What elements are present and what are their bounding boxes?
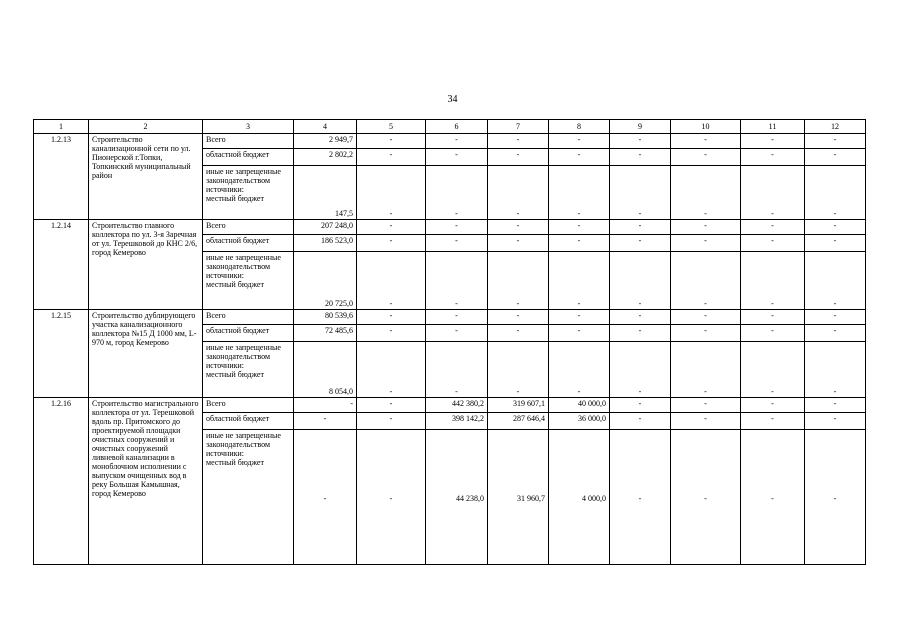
value-cell: -: [671, 325, 741, 342]
value-cell: 398 142,2: [426, 413, 488, 430]
header-cell: 10: [671, 120, 741, 134]
value-cell: -: [671, 310, 741, 325]
value-cell: -: [805, 430, 866, 565]
source-label: Всего: [203, 134, 294, 149]
value-cell: -: [805, 310, 866, 325]
value-cell: -: [549, 325, 610, 342]
value-cell: -: [671, 252, 741, 310]
value-cell: -: [671, 398, 741, 413]
value-cell: -: [610, 149, 671, 166]
value-cell: -: [741, 166, 805, 220]
value-cell: 186 523,0: [294, 235, 357, 252]
value-cell: -: [549, 166, 610, 220]
table-row: [34, 398, 866, 413]
header-cell: 9: [610, 120, 671, 134]
item-number: 1.2.14: [34, 220, 89, 310]
source-other-label: иные не запрещенные законодательством источники:: [206, 343, 281, 370]
value-cell: 319 607,1: [488, 398, 549, 413]
value-cell: -: [549, 220, 610, 235]
value-cell: -: [610, 325, 671, 342]
value-cell: -: [357, 235, 426, 252]
value-cell: 147,5: [294, 166, 357, 220]
value-cell: -: [610, 220, 671, 235]
table-row: [34, 310, 866, 325]
value-cell: -: [805, 342, 866, 398]
value-cell: -: [741, 310, 805, 325]
value-cell: 2 949,7: [294, 134, 357, 149]
value-cell: -: [805, 325, 866, 342]
header-cell: 2: [89, 120, 203, 134]
value-cell: -: [426, 342, 488, 398]
funding-table: [33, 119, 866, 565]
value-cell: 36 000,0: [549, 413, 610, 430]
value-cell: -: [741, 325, 805, 342]
value-cell: -: [741, 413, 805, 430]
value-cell: -: [357, 310, 426, 325]
item-number: 1.2.13: [34, 134, 89, 220]
value-cell: -: [357, 220, 426, 235]
header-cell: 5: [357, 120, 426, 134]
value-cell: -: [741, 220, 805, 235]
source-label: областной бюджет: [203, 325, 294, 342]
value-cell: -: [805, 220, 866, 235]
value-cell: -: [741, 398, 805, 413]
source-label: областной бюджет: [203, 149, 294, 166]
value-cell: -: [671, 166, 741, 220]
table-row: [34, 134, 866, 149]
value-cell: -: [610, 235, 671, 252]
value-cell: -: [357, 342, 426, 398]
value-cell: -: [426, 166, 488, 220]
source-label: Всего: [203, 220, 294, 235]
value-cell: -: [426, 235, 488, 252]
value-cell: 2 802,2: [294, 149, 357, 166]
source-label: [203, 252, 294, 310]
value-cell: -: [610, 134, 671, 149]
value-cell: -: [294, 398, 357, 413]
value-cell: 287 646,4: [488, 413, 549, 430]
source-local-label: местный бюджет: [206, 458, 264, 467]
value-cell: -: [741, 134, 805, 149]
header-cell: 11: [741, 120, 805, 134]
source-label: [203, 342, 294, 398]
value-cell: -: [610, 398, 671, 413]
table-row: [34, 220, 866, 235]
source-label: областной бюджет: [203, 235, 294, 252]
source-other-label: иные не запрещенные законодательством источники:: [206, 253, 281, 280]
item-number: 1.2.16: [34, 398, 89, 565]
source-label: [203, 430, 294, 565]
value-cell: -: [671, 220, 741, 235]
value-cell: -: [549, 342, 610, 398]
value-cell: -: [805, 398, 866, 413]
value-cell: 40 000,0: [549, 398, 610, 413]
value-cell: -: [549, 310, 610, 325]
value-cell: -: [426, 220, 488, 235]
value-cell: -: [805, 134, 866, 149]
header-cell: 3: [203, 120, 294, 134]
value-cell: 4 000,0: [549, 430, 610, 565]
value-cell: -: [549, 235, 610, 252]
value-cell: -: [357, 398, 426, 413]
header-cell: 7: [488, 120, 549, 134]
value-cell: -: [294, 430, 357, 565]
value-cell: -: [488, 310, 549, 325]
value-cell: -: [426, 310, 488, 325]
item-name: Строительство канализационной сети по ул. Пионерской г.Топки, Топкинский муниципальный район: [89, 134, 203, 220]
value-cell: -: [671, 149, 741, 166]
value-cell: -: [671, 413, 741, 430]
value-cell: -: [610, 252, 671, 310]
header-cell: 12: [805, 120, 866, 134]
value-cell: -: [671, 235, 741, 252]
value-cell: 8 054,0: [294, 342, 357, 398]
value-cell: -: [610, 430, 671, 565]
source-label: Всего: [203, 398, 294, 413]
value-cell: 80 539,6: [294, 310, 357, 325]
value-cell: -: [610, 342, 671, 398]
source-label: областной бюджет: [203, 413, 294, 430]
value-cell: -: [357, 166, 426, 220]
value-cell: -: [357, 134, 426, 149]
value-cell: -: [357, 149, 426, 166]
value-cell: -: [671, 430, 741, 565]
value-cell: -: [357, 252, 426, 310]
value-cell: -: [357, 325, 426, 342]
value-cell: -: [610, 310, 671, 325]
value-cell: -: [426, 134, 488, 149]
value-cell: -: [426, 252, 488, 310]
item-name: Строительство магистрального коллектора от ул. Терешковой вдоль пр. Притомского до проектируемой площадки очистных сооружений и очистных сооружений ливневой канализации в моноблочном исполнении с выпуском очищенных вод в реку Большая Камышная, город Кемерово: [89, 398, 203, 565]
value-cell: -: [805, 166, 866, 220]
value-cell: -: [426, 325, 488, 342]
value-cell: -: [357, 430, 426, 565]
value-cell: -: [488, 342, 549, 398]
value-cell: -: [488, 166, 549, 220]
item-number: 1.2.15: [34, 310, 89, 398]
value-cell: -: [741, 252, 805, 310]
value-cell: 31 960,7: [488, 430, 549, 565]
value-cell: -: [610, 413, 671, 430]
value-cell: -: [357, 413, 426, 430]
value-cell: -: [488, 325, 549, 342]
value-cell: -: [549, 134, 610, 149]
source-label: [203, 166, 294, 220]
source-other-label: иные не запрещенные законодательством источники:: [206, 431, 281, 458]
item-name: Строительство главного коллектора по ул. 3-я Заречная от ул. Терешковой до КНС 2/6, город Кемерово: [89, 220, 203, 310]
value-cell: -: [741, 342, 805, 398]
value-cell: -: [671, 342, 741, 398]
value-cell: -: [741, 430, 805, 565]
header-cell: 6: [426, 120, 488, 134]
value-cell: -: [549, 149, 610, 166]
value-cell: -: [805, 413, 866, 430]
value-cell: -: [294, 413, 357, 430]
value-cell: -: [741, 149, 805, 166]
value-cell: -: [741, 235, 805, 252]
value-cell: -: [488, 235, 549, 252]
value-cell: -: [488, 149, 549, 166]
value-cell: 44 238,0: [426, 430, 488, 565]
header-cell: 8: [549, 120, 610, 134]
value-cell: -: [805, 252, 866, 310]
value-cell: -: [805, 149, 866, 166]
source-label: Всего: [203, 310, 294, 325]
value-cell: -: [488, 252, 549, 310]
value-cell: -: [426, 149, 488, 166]
value-cell: 207 248,0: [294, 220, 357, 235]
value-cell: 72 485,6: [294, 325, 357, 342]
value-cell: -: [610, 166, 671, 220]
source-other-label: иные не запрещенные законодательством источники:: [206, 167, 281, 194]
item-name: Строительство дублирующего участка канализационного коллектора №15 Д 1000 мм, L-970 м, город Кемерово: [89, 310, 203, 398]
value-cell: -: [488, 134, 549, 149]
header-cell: 4: [294, 120, 357, 134]
source-local-label: местный бюджет: [206, 370, 264, 379]
value-cell: -: [805, 235, 866, 252]
value-cell: 442 380,2: [426, 398, 488, 413]
value-cell: 20 725,0: [294, 252, 357, 310]
source-local-label: местный бюджет: [206, 280, 264, 289]
source-local-label: местный бюджет: [206, 194, 264, 203]
value-cell: -: [488, 220, 549, 235]
header-row: [34, 120, 866, 134]
value-cell: -: [549, 252, 610, 310]
page-number: 34: [447, 94, 458, 105]
value-cell: -: [671, 134, 741, 149]
header-cell: 1: [34, 120, 89, 134]
